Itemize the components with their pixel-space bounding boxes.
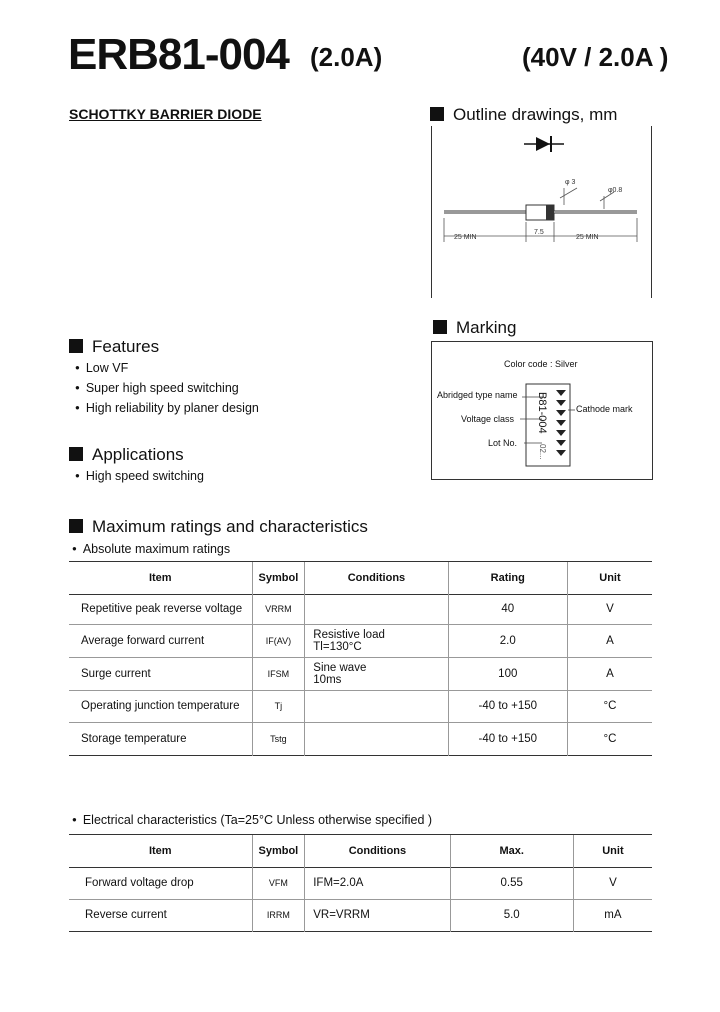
col-rating: Rating [448,562,567,594]
table-row [69,624,652,657]
applications-title: Applications [92,445,184,464]
row-unit: mA [573,899,652,931]
row-rating: 100 [448,657,567,690]
col-unit: Unit [573,835,652,867]
row-rating: 40 [448,594,567,624]
square-bullet-icon [69,519,83,533]
square-bullet-icon [433,320,447,334]
square-bullet-icon [69,339,83,353]
table-row [69,867,652,899]
voltage-class-label: Voltage class [461,414,515,424]
col-item: Item [148,844,172,857]
outline-title: Outline drawings, mm [453,105,618,124]
color-code: Color code : Silver [504,359,578,369]
row-symbol: IFSM [252,657,305,690]
row-unit: V [567,594,652,624]
body-lot-text: 02... [538,444,547,460]
body-type-text: B81-004 [536,392,548,434]
absolute-ratings-label: ● Absolute maximum ratings [72,542,230,556]
outline-drawing-box [431,126,652,298]
absolute-ratings-table [69,562,652,756]
col-unit: Unit [567,562,652,594]
dim-lead-right: 25 MIN [576,234,599,241]
row-rating: -40 to +150 [448,722,567,755]
row-conditions: Resistive load Tl=130°C [305,624,448,657]
col-max: Max. [450,835,573,867]
outline-heading [430,105,617,125]
row-symbol: Tj [252,690,305,722]
table-row [69,722,652,755]
part-rating: (40V / 2.0A ) [522,42,669,72]
diode-outline-drawing [432,126,651,298]
table-row [69,899,652,931]
row-unit: V [573,867,652,899]
dim-body-diameter: φ 3 [565,179,576,186]
diode-package-shape [444,205,637,220]
row-symbol: Tstg [252,722,305,755]
col-symbol: Symbol [252,562,305,594]
row-item: Average forward current [81,634,205,647]
row-rating: -40 to +150 [448,690,567,722]
row-conditions: Sine wave 10ms [305,657,448,690]
row-conditions [305,722,448,755]
dim-lead-diameter: φ0.8 [608,187,623,194]
feature-item: ● Low VF [75,361,128,375]
table-row [69,594,652,624]
marking-box [431,341,653,480]
marking-title: Marking [456,318,517,337]
lot-number-label: Lot No. [488,438,518,448]
row-symbol: VFM [252,867,305,899]
part-number: ERB81-004 [68,30,289,79]
row-conditions: VR=VRRM [305,899,450,931]
row-conditions [305,690,448,722]
row-unit: A [567,624,652,657]
applications-heading [69,445,184,465]
feature-item: ● High reliability by planer design [75,401,259,415]
device-type: SCHOTTKY BARRIER DIODE [69,106,262,122]
row-item: Surge current [81,667,151,680]
row-max: 0.55 [450,867,573,899]
row-symbol: IF(AV) [252,624,305,657]
square-bullet-icon [430,107,444,121]
row-rating: 2.0 [448,624,567,657]
row-unit: °C [567,722,652,755]
row-symbol: IRRM [252,899,305,931]
cathode-mark-label: Cathode mark [576,404,633,414]
abridged-type-label: Abridged type name [437,390,518,400]
table-row [69,657,652,690]
row-item: Operating junction temperature [81,700,240,712]
features-title: Features [92,337,160,356]
row-symbol: VRRM [252,594,305,624]
col-symbol: Symbol [252,835,305,867]
dim-lead-left: 25 MIN [454,234,477,241]
row-conditions [305,594,448,624]
ratings-heading [69,517,368,537]
row-item: Storage temperature [81,732,187,745]
application-item: ● High speed switching [75,469,204,483]
dim-body-length: 7.5 [534,229,544,236]
table-header-row [69,562,652,594]
diode-symbol-icon [524,136,564,152]
ratings-title: Maximum ratings and characteristics [92,517,368,536]
row-unit: °C [567,690,652,722]
row-unit: A [567,657,652,690]
row-item: Repetitive peak reverse voltage [81,603,243,615]
electrical-label: ● Electrical characteristics (Ta=25°C Unless otherwise specified ) [72,813,432,827]
table-header-row [69,835,652,867]
electrical-table [69,835,652,932]
marking-body-drawing [432,342,652,479]
col-item: Item [148,571,172,584]
row-item: Reverse current [85,909,167,921]
marking-heading [433,318,516,338]
row-conditions: IFM=2.0A [305,867,450,899]
row-max: 5.0 [450,899,573,931]
feature-item: ● Super high speed switching [75,381,239,395]
row-item: Forward voltage drop [85,877,194,889]
features-heading [69,337,159,357]
col-conditions: Conditions [305,562,448,594]
part-current: (2.0A) [310,42,383,72]
table-row [69,690,652,722]
col-conditions: Conditions [305,835,450,867]
square-bullet-icon [69,447,83,461]
